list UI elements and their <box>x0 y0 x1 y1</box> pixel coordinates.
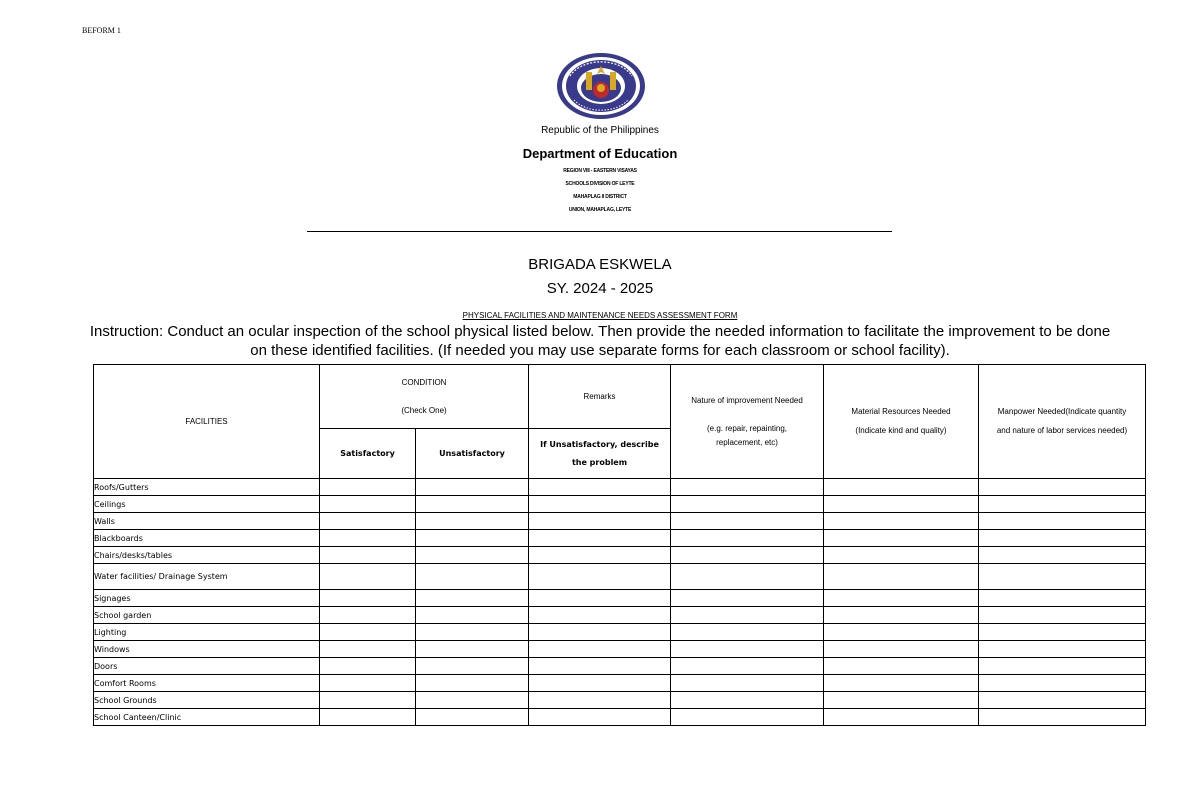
material-cell[interactable] <box>824 564 979 590</box>
facility-name: School garden <box>94 607 320 624</box>
region-label: REGION VIII - EASTERN VISAYAS <box>563 168 637 174</box>
satisfactory-cell[interactable] <box>320 675 416 692</box>
satisfactory-cell[interactable] <box>320 530 416 547</box>
satisfactory-cell[interactable] <box>320 658 416 675</box>
material-cell[interactable] <box>824 479 979 496</box>
facility-name: Walls <box>94 513 320 530</box>
facility-name: Water facilities/ Drainage System <box>94 564 320 590</box>
table-row <box>94 564 1146 590</box>
facility-name: Lighting <box>94 624 320 641</box>
address-label: UNION, MAHAPLAG, LEYTE <box>568 207 632 213</box>
material-header: Material Resources Needed (Indicate kind and quality) <box>824 365 979 479</box>
unsatisfactory-cell[interactable] <box>416 513 529 530</box>
facility-name: Windows <box>94 641 320 658</box>
unsatisfactory-cell[interactable] <box>416 709 529 726</box>
facility-name: School Canteen/Clinic <box>94 709 320 726</box>
condition-header: CONDITION (Check One) <box>320 365 529 429</box>
table-row <box>94 675 1146 692</box>
material-cell[interactable] <box>824 675 979 692</box>
material-cell[interactable] <box>824 513 979 530</box>
table-row <box>94 513 1146 530</box>
satisfactory-header: Satisfactory <box>320 429 416 479</box>
material-cell[interactable] <box>824 530 979 547</box>
facilities-header: FACILITIES <box>94 365 320 479</box>
material-cell[interactable] <box>824 547 979 564</box>
instruction-text: Instruction: Conduct an ocular inspection of the school physical listed below. Then provide the needed information to facilitate the improvement to be done on these identified facilities. (If needed you may use separate forms for each classroom or school facility). <box>89 323 1111 359</box>
table-row <box>94 641 1146 658</box>
material-cell[interactable] <box>824 590 979 607</box>
facility-name: Comfort Rooms <box>94 675 320 692</box>
material-cell[interactable] <box>824 692 979 709</box>
deped-seal-logo <box>556 52 646 120</box>
satisfactory-cell[interactable] <box>320 496 416 513</box>
unsatisfactory-cell[interactable] <box>416 692 529 709</box>
remarks-cell[interactable] <box>529 675 671 692</box>
department-name: Department of Education <box>522 146 678 161</box>
remarks-cell[interactable] <box>529 709 671 726</box>
manpower-cell[interactable] <box>979 624 1146 641</box>
facility-name: Doors <box>94 658 320 675</box>
nature-cell[interactable] <box>671 607 824 624</box>
satisfactory-cell[interactable] <box>320 607 416 624</box>
remarks-cell[interactable] <box>529 590 671 607</box>
material-cell[interactable] <box>824 496 979 513</box>
unsatisfactory-cell[interactable] <box>416 479 529 496</box>
table-row <box>94 658 1146 675</box>
satisfactory-cell[interactable] <box>320 590 416 607</box>
manpower-header: Manpower Needed(Indicate quantity and nature of labor services needed) <box>979 365 1146 479</box>
unsatisfactory-cell[interactable] <box>416 607 529 624</box>
remarks-subheader: If Unsatisfactory, describe the problem <box>529 429 671 479</box>
nature-cell[interactable] <box>671 624 824 641</box>
remarks-cell[interactable] <box>529 692 671 709</box>
nature-cell[interactable] <box>671 564 824 590</box>
material-cell[interactable] <box>824 709 979 726</box>
facility-name: Chairs/desks/tables <box>94 547 320 564</box>
table-row <box>94 692 1146 709</box>
nature-cell[interactable] <box>671 479 824 496</box>
unsatisfactory-cell[interactable] <box>416 624 529 641</box>
form-code: BEFORM 1 <box>82 26 121 35</box>
table-row <box>94 590 1146 607</box>
satisfactory-cell[interactable] <box>320 641 416 658</box>
satisfactory-cell[interactable] <box>320 479 416 496</box>
remarks-cell[interactable] <box>529 658 671 675</box>
remarks-cell[interactable] <box>529 641 671 658</box>
nature-cell[interactable] <box>671 675 824 692</box>
material-cell[interactable] <box>824 658 979 675</box>
manpower-cell[interactable] <box>979 479 1146 496</box>
satisfactory-cell[interactable] <box>320 564 416 590</box>
facility-name: Blackboards <box>94 530 320 547</box>
nature-cell[interactable] <box>671 530 824 547</box>
unsatisfactory-cell[interactable] <box>416 547 529 564</box>
remarks-cell[interactable] <box>529 624 671 641</box>
nature-cell[interactable] <box>671 692 824 709</box>
manpower-cell[interactable] <box>979 709 1146 726</box>
table-row <box>94 607 1146 624</box>
satisfactory-cell[interactable] <box>320 709 416 726</box>
satisfactory-cell[interactable] <box>320 547 416 564</box>
unsatisfactory-cell[interactable] <box>416 590 529 607</box>
table-row <box>94 479 1146 496</box>
unsatisfactory-header: Unsatisfactory <box>416 429 529 479</box>
unsatisfactory-cell[interactable] <box>416 641 529 658</box>
nature-cell[interactable] <box>671 709 824 726</box>
manpower-cell[interactable] <box>979 658 1146 675</box>
republic-label: Republic of the Philippines <box>541 125 659 136</box>
unsatisfactory-cell[interactable] <box>416 496 529 513</box>
form-name: PHYSICAL FACILITIES AND MAINTENANCE NEEDS ASSESSMENT FORM <box>462 311 738 320</box>
unsatisfactory-cell[interactable] <box>416 675 529 692</box>
satisfactory-cell[interactable] <box>320 624 416 641</box>
facility-name: School Grounds <box>94 692 320 709</box>
table-row <box>94 496 1146 513</box>
facility-name: Signages <box>94 590 320 607</box>
manpower-cell[interactable] <box>979 641 1146 658</box>
district-label: MAHAPLAG II DISTRICT <box>573 194 627 200</box>
nature-cell[interactable] <box>671 496 824 513</box>
school-year: SY. 2024 - 2025 <box>546 280 654 297</box>
nature-cell[interactable] <box>671 547 824 564</box>
facilities-rows <box>94 479 1146 726</box>
manpower-cell[interactable] <box>979 513 1146 530</box>
unsatisfactory-cell[interactable] <box>416 564 529 590</box>
nature-cell[interactable] <box>671 513 824 530</box>
facility-name: Roofs/Gutters <box>94 479 320 496</box>
manpower-cell[interactable] <box>979 496 1146 513</box>
table-row <box>94 709 1146 726</box>
remarks-cell[interactable] <box>529 513 671 530</box>
manpower-cell[interactable] <box>979 607 1146 624</box>
remarks-cell[interactable] <box>529 530 671 547</box>
manpower-cell[interactable] <box>979 547 1146 564</box>
remarks-cell[interactable] <box>529 479 671 496</box>
unsatisfactory-cell[interactable] <box>416 530 529 547</box>
manpower-cell[interactable] <box>979 564 1146 590</box>
table-row <box>94 624 1146 641</box>
unsatisfactory-cell[interactable] <box>416 658 529 675</box>
nature-cell[interactable] <box>671 641 824 658</box>
remarks-cell[interactable] <box>529 496 671 513</box>
nature-cell[interactable] <box>671 590 824 607</box>
remarks-header: Remarks <box>529 365 671 429</box>
division-label: SCHOOLS DIVISION OF LEYTE <box>565 181 635 187</box>
facility-name: Ceilings <box>94 496 320 513</box>
remarks-cell[interactable] <box>529 564 671 590</box>
manpower-cell[interactable] <box>979 675 1146 692</box>
assessment-table <box>93 364 1146 726</box>
table-row <box>94 530 1146 547</box>
nature-cell[interactable] <box>671 658 824 675</box>
remarks-cell[interactable] <box>529 607 671 624</box>
nature-header: Nature of improvement Needed (e.g. repair, repainting, replacement, etc) <box>671 365 824 479</box>
remarks-cell[interactable] <box>529 547 671 564</box>
satisfactory-cell[interactable] <box>320 513 416 530</box>
satisfactory-cell[interactable] <box>320 692 416 709</box>
material-cell[interactable] <box>824 641 979 658</box>
manpower-cell[interactable] <box>979 530 1146 547</box>
form-title: BRIGADA ESKWELA <box>528 256 672 273</box>
header-divider <box>307 231 892 232</box>
manpower-cell[interactable] <box>979 590 1146 607</box>
material-cell[interactable] <box>824 607 979 624</box>
material-cell[interactable] <box>824 624 979 641</box>
table-row <box>94 547 1146 564</box>
manpower-cell[interactable] <box>979 692 1146 709</box>
